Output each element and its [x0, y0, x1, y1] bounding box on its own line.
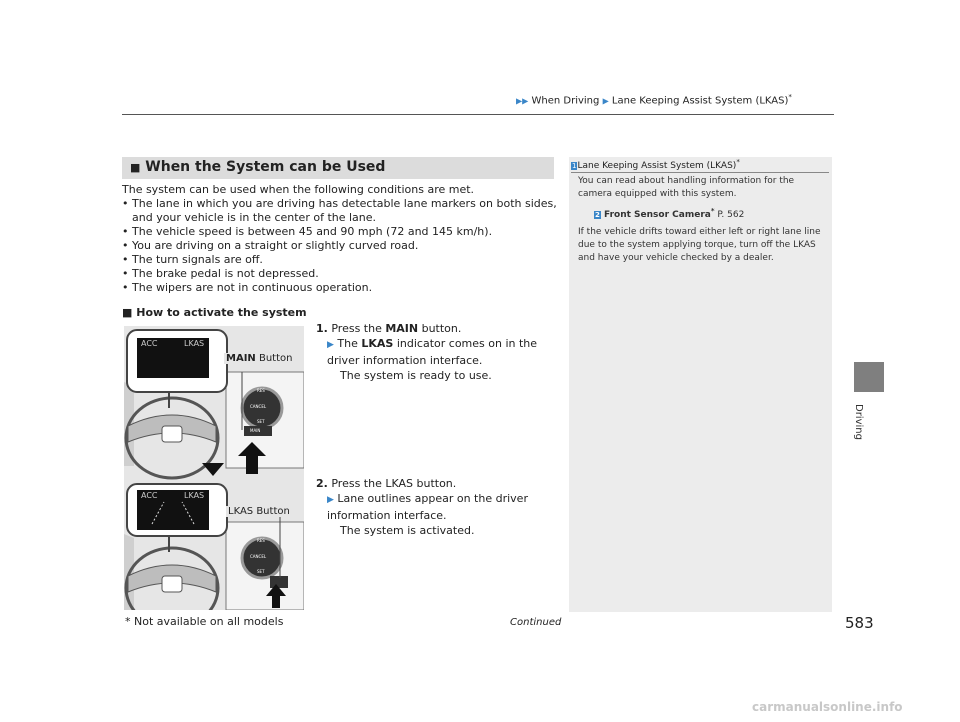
set-label: SET	[257, 419, 265, 424]
set-label: SET	[257, 569, 265, 574]
activation-illustration	[124, 326, 304, 610]
step-number: 1.	[316, 322, 328, 335]
step-result-text: The system is ready to use.	[340, 369, 492, 382]
cross-reference-link[interactable]: 2 Front Sensor Camera* P. 562	[595, 207, 745, 220]
breadcrumb-arrow-icon: ▶	[602, 96, 609, 106]
note-paragraph: You can read about handling information for the camera equipped with this system.	[578, 176, 795, 199]
result-arrow-icon: ▶	[327, 340, 334, 350]
subsection-title: How to activate the system	[136, 306, 307, 319]
reference-icon: 2	[595, 211, 600, 219]
continued-label: Continued	[510, 617, 562, 628]
res-label: RES	[257, 538, 265, 543]
main-switch-label: MAIN	[250, 428, 261, 433]
condition-item: • The wipers are not in continuous operation.	[122, 281, 558, 295]
header-divider	[122, 114, 834, 115]
side-note-divider	[571, 172, 829, 173]
breadcrumb	[516, 93, 792, 106]
subsection-heading	[122, 306, 307, 319]
side-note-body	[578, 175, 828, 269]
conditions-intro: The system can be used when the following conditions are met.	[122, 183, 475, 196]
condition-item: • The brake pedal is not depressed.	[122, 267, 558, 281]
main-button-label: MAIN	[385, 322, 419, 335]
lkas-indicator: LKAS	[184, 491, 205, 500]
breadcrumb-arrow-icon: ▶▶	[516, 96, 529, 106]
res-label: RES	[257, 388, 265, 393]
condition-item: • The turn signals are off.	[122, 253, 558, 267]
step-2: 2. Press the LKAS button. ▶ Lane outlines appear on the driver information interface. The system is activated.	[316, 476, 556, 538]
breadcrumb-item-lkas[interactable]: Lane Keeping Assist System (LKAS)	[611, 95, 789, 107]
lkas-button-callout: LKAS Button	[228, 506, 290, 517]
main-button-callout: MAIN Button	[226, 353, 293, 364]
chapter-tab-marker	[854, 362, 884, 392]
condition-item: • You are driving on a straight or slightly curved road.	[122, 239, 558, 253]
not-available-star: *	[788, 93, 792, 101]
cancel-label: CANCEL	[250, 554, 267, 559]
section-title: When the System can be Used	[145, 159, 386, 175]
condition-item: • The vehicle speed is between 45 and 90 mph (72 and 145 km/h).	[122, 225, 558, 239]
step-1: 1. Press the MAIN button. ▶ The LKAS indicator comes on in the driver information interface. The system is ready to use.	[316, 321, 556, 383]
side-note-title: 1Lane Keeping Assist System (LKAS)*	[572, 158, 740, 171]
condition-item: • The lane in which you are driving has detectable lane markers on both sides, and your vehicle is in the center of the lane.	[122, 197, 558, 225]
watermark: carmanualsonline.info	[752, 700, 903, 714]
section-square-icon: ■	[130, 161, 141, 174]
breadcrumb-item-when-driving[interactable]: When Driving	[531, 95, 600, 107]
subsection-square-icon: ■	[122, 306, 133, 319]
chapter-tab-label[interactable]: Driving	[853, 404, 864, 440]
acc-indicator: ACC	[141, 491, 158, 500]
acc-indicator: ACC	[141, 339, 158, 348]
page-number: 583	[845, 614, 874, 632]
footnote: * Not available on all models	[125, 615, 284, 628]
step-number: 2.	[316, 477, 328, 490]
result-arrow-icon: ▶	[327, 495, 334, 505]
note-marker-icon: 1	[572, 162, 577, 170]
section-heading	[130, 159, 385, 175]
step-result-text: The system is activated.	[340, 524, 475, 537]
cancel-label: CANCEL	[250, 404, 267, 409]
conditions-block	[122, 183, 558, 295]
steering-wheel-diagram	[124, 326, 304, 610]
note-paragraph: If the vehicle drifts toward either left or right lane line due to the system applying torque, turn off the LKAS and have your vehicle checked by a dealer.	[578, 227, 821, 263]
lkas-indicator: LKAS	[184, 339, 205, 348]
lkas-indicator-label: LKAS	[361, 337, 394, 350]
